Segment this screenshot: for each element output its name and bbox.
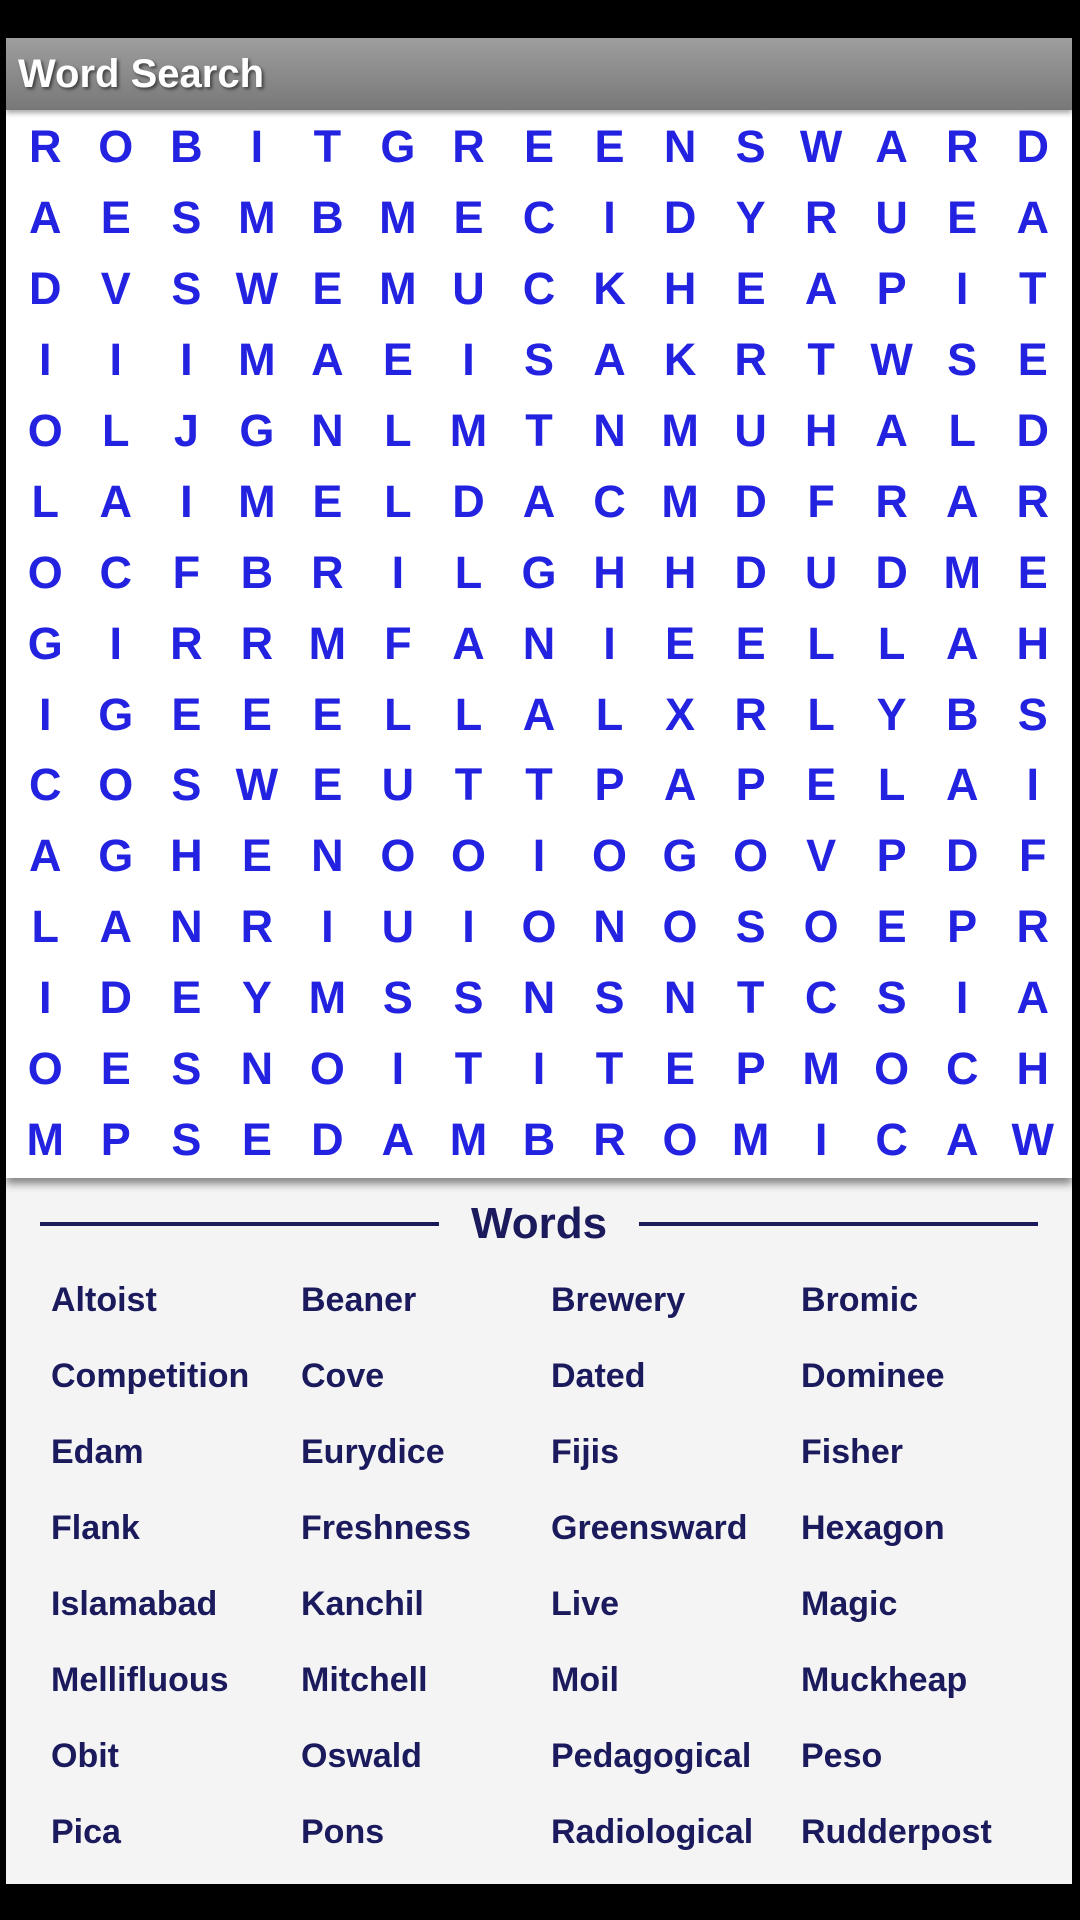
grid-cell[interactable]: S (171, 263, 202, 315)
grid-cell[interactable]: I (532, 830, 546, 882)
grid-cell[interactable]: U (381, 759, 415, 811)
grid-cell[interactable]: F (1018, 830, 1047, 882)
word-item: Brewery (551, 1280, 686, 1319)
grid-cell[interactable]: U (452, 263, 485, 315)
grid-cell[interactable]: O (803, 901, 839, 953)
grid-cell[interactable]: S (171, 1113, 202, 1165)
word-item: Flank (51, 1508, 140, 1547)
word-item: Radiological (551, 1812, 754, 1851)
grid-cell[interactable]: V (100, 263, 131, 315)
grid-cell[interactable]: W (870, 334, 913, 386)
word-item: Pedagogical (551, 1736, 752, 1775)
grid-cell[interactable]: A (452, 617, 485, 669)
grid-cell[interactable]: G (662, 830, 698, 882)
word-item: Live (551, 1584, 620, 1623)
word-item: Rudderpost (801, 1812, 992, 1851)
grid-cell[interactable]: R (311, 546, 344, 598)
grid-cell[interactable]: R (1016, 901, 1049, 953)
grid-cell[interactable]: Y (876, 688, 907, 740)
grid-cell[interactable]: O (98, 759, 134, 811)
grid-cell[interactable]: I (391, 1043, 405, 1095)
grid-cell[interactable]: H (593, 546, 626, 598)
grid-cell[interactable]: E (876, 901, 907, 953)
grid-cell[interactable]: E (665, 1043, 696, 1095)
grid-cell[interactable]: T (313, 121, 342, 173)
grid-cell[interactable]: S (382, 972, 413, 1024)
grid-cell[interactable]: M (238, 192, 276, 244)
grid-cell[interactable]: L (877, 759, 906, 811)
words-header (6, 1192, 1072, 1256)
grid-cell[interactable]: O (309, 1043, 345, 1095)
grid-cell[interactable]: A (381, 1113, 415, 1165)
word-item: Beaner (301, 1280, 417, 1319)
grid-cell[interactable]: I (109, 617, 123, 669)
grid-cell[interactable]: D (1016, 405, 1049, 456)
word-item: Greensward (551, 1508, 748, 1547)
grid-cell[interactable]: I (180, 475, 193, 527)
word-item: Bromic (801, 1280, 919, 1319)
words-title: Words (470, 1199, 608, 1248)
grid-cell[interactable]: V (806, 830, 837, 882)
grid-cell[interactable]: M (802, 1043, 840, 1095)
grid-cell[interactable]: E (735, 263, 766, 315)
grid-cell[interactable]: M (308, 972, 347, 1024)
words-divider-right (639, 1222, 1038, 1226)
grid-cell[interactable]: N (663, 121, 697, 173)
grid-cell[interactable]: A (804, 263, 838, 315)
grid-cell[interactable]: A (522, 475, 556, 527)
grid-cell[interactable]: R (29, 121, 62, 173)
grid-cell[interactable]: T (454, 759, 483, 811)
grid-cell[interactable]: N (593, 901, 626, 953)
grid-cell[interactable]: C (875, 1113, 908, 1165)
grid-cell[interactable]: O (27, 546, 63, 598)
grid-cell[interactable]: O (27, 405, 63, 456)
word-item: Muckheap (801, 1660, 968, 1699)
grid-cell[interactable]: T (595, 1043, 624, 1095)
grid-cell[interactable]: R (945, 121, 979, 173)
grid-cell[interactable]: O (98, 121, 134, 173)
grid-cell[interactable]: O (380, 830, 416, 882)
grid-cell[interactable]: A (311, 334, 344, 386)
grid-cell[interactable]: L (31, 901, 60, 953)
grid-cell[interactable]: O (662, 901, 698, 953)
grid-cell[interactable]: O (662, 1113, 698, 1165)
word-item: Mellifluous (51, 1660, 229, 1699)
grid-cell[interactable]: E (100, 192, 131, 244)
grid-cell[interactable]: L (807, 688, 835, 740)
grid-cell[interactable]: A (1016, 192, 1049, 244)
grid-cell[interactable]: R (240, 617, 274, 669)
grid-cell[interactable]: E (594, 121, 625, 173)
grid-cell[interactable]: P (100, 1113, 131, 1165)
grid-cell[interactable]: F (172, 546, 201, 598)
grid-cell[interactable]: R (1016, 475, 1049, 527)
grid-cell[interactable]: T (736, 972, 765, 1024)
word-item: Hexagon (801, 1508, 945, 1547)
grid-cell[interactable]: A (29, 830, 62, 882)
grid-cell[interactable]: I (462, 334, 475, 386)
letter-grid[interactable] (6, 110, 1072, 1178)
word-item: Peso (801, 1736, 883, 1775)
word-item: Competition (51, 1356, 250, 1395)
grid-cell[interactable]: L (595, 688, 624, 740)
app-title: Word Search (18, 52, 264, 96)
grid-cell[interactable]: C (593, 475, 626, 527)
grid-cell[interactable]: T (807, 334, 835, 386)
grid-cell[interactable]: R (734, 334, 767, 386)
grid-cell[interactable]: B (170, 121, 203, 173)
grid-cell[interactable]: T (525, 759, 553, 811)
grid-cell[interactable]: E (241, 688, 272, 740)
grid-cell[interactable]: A (945, 1113, 979, 1165)
grid-cell[interactable]: D (663, 192, 697, 244)
word-item: Pica (51, 1812, 121, 1851)
grid-cell[interactable]: I (180, 334, 193, 386)
grid-cell[interactable]: S (171, 192, 202, 244)
grid-cell[interactable]: A (99, 901, 133, 953)
grid-cell[interactable]: N (522, 972, 556, 1024)
word-item: Mitchell (301, 1660, 428, 1699)
grid-cell[interactable]: S (947, 334, 978, 386)
app-title-bar (6, 38, 1072, 110)
grid-cell[interactable]: I (532, 1043, 546, 1095)
grid-cell[interactable]: C (522, 263, 556, 315)
grid-cell[interactable]: U (804, 546, 838, 598)
grid-cell[interactable]: D (29, 263, 62, 315)
grid-cell[interactable]: M (731, 1113, 770, 1165)
grid-cell[interactable]: M (449, 1113, 488, 1165)
grid-cell[interactable]: L (807, 617, 835, 669)
grid-cell[interactable]: R (875, 475, 908, 527)
grid-cell[interactable]: B (522, 1113, 556, 1165)
grid-cell[interactable]: A (663, 759, 697, 811)
grid-cell[interactable]: D (311, 1113, 344, 1165)
grid-cell[interactable]: H (663, 546, 697, 598)
grid-cell[interactable]: W (235, 263, 279, 315)
grid-cell[interactable]: I (603, 192, 616, 244)
grid-cell[interactable]: K (663, 334, 697, 386)
grid-cell[interactable]: S (876, 972, 907, 1024)
grid-cell[interactable]: I (109, 334, 123, 386)
grid-cell[interactable]: L (102, 405, 130, 456)
grid-cell[interactable]: P (876, 263, 907, 315)
grid-cell[interactable]: D (734, 475, 767, 527)
grid-cell[interactable]: R (452, 121, 485, 173)
grid-cell[interactable]: E (382, 334, 413, 386)
word-item: Freshness (301, 1508, 472, 1547)
grid-cell[interactable]: O (874, 1043, 910, 1095)
grid-cell[interactable]: C (804, 972, 838, 1024)
grid-cell[interactable]: E (1017, 334, 1048, 386)
grid-cell[interactable]: D (452, 475, 485, 527)
grid-cell[interactable]: B (311, 192, 344, 244)
word-item: Oswald (301, 1736, 422, 1775)
word-item: Dominee (801, 1356, 945, 1395)
grid-cell[interactable]: M (661, 475, 699, 527)
grid-cell[interactable]: M (943, 546, 981, 598)
grid-cell[interactable]: E (241, 1113, 272, 1165)
grid-cell[interactable]: A (1016, 972, 1049, 1024)
grid-cell[interactable]: E (947, 192, 978, 244)
grid-cell[interactable]: I (955, 263, 969, 315)
grid-cell[interactable]: H (1016, 1043, 1049, 1095)
grid-cell[interactable]: A (945, 475, 979, 527)
grid-cell[interactable]: L (384, 405, 412, 456)
grid-cell[interactable]: B (945, 688, 979, 740)
grid-cell[interactable]: P (735, 759, 766, 811)
grid-cell[interactable]: N (311, 830, 344, 882)
grid-cell[interactable]: M (661, 405, 699, 456)
grid-cell[interactable]: R (240, 901, 274, 953)
grid-cell[interactable]: A (945, 759, 979, 811)
grid-cell[interactable]: S (735, 901, 766, 953)
grid-cell[interactable]: C (99, 546, 133, 598)
grid-cell[interactable]: H (1016, 617, 1049, 669)
grid-cell[interactable]: E (1017, 546, 1048, 598)
grid-cell[interactable]: R (170, 617, 203, 669)
grid-cell[interactable]: G (98, 830, 134, 882)
grid-cell[interactable]: A (593, 334, 626, 386)
grid-cell[interactable]: G (380, 121, 416, 173)
grid-cell[interactable]: G (521, 546, 557, 598)
grid-cell[interactable]: T (525, 405, 553, 456)
grid-cell[interactable]: I (1026, 759, 1039, 811)
word-item: Pons (301, 1812, 385, 1851)
grid-cell[interactable]: A (29, 192, 62, 244)
word-item: Obit (51, 1736, 119, 1775)
grid-cell[interactable]: L (454, 546, 483, 598)
grid-cell[interactable]: H (170, 830, 203, 882)
grid-cell[interactable]: W (799, 121, 843, 173)
grid-cell[interactable]: E (453, 192, 484, 244)
grid-cell[interactable]: L (384, 475, 412, 527)
grid-cell[interactable]: M (379, 263, 417, 315)
words-section (6, 1178, 1072, 1884)
grid-cell[interactable]: E (523, 121, 554, 173)
grid-cell[interactable]: M (238, 334, 276, 386)
word-item: Magic (801, 1584, 898, 1623)
grid-cell[interactable]: S (594, 972, 625, 1024)
grid-cell[interactable]: N (522, 617, 556, 669)
word-item: Kanchil (301, 1584, 424, 1623)
grid-cell[interactable]: E (735, 617, 766, 669)
grid-cell[interactable]: N (240, 1043, 274, 1095)
grid-cell[interactable]: L (384, 688, 412, 740)
grid-cell[interactable]: D (99, 972, 133, 1024)
grid-cell[interactable]: M (238, 475, 276, 527)
grid-cell[interactable]: A (99, 475, 133, 527)
grid-cell[interactable]: D (734, 546, 767, 598)
grid-cell[interactable]: J (173, 405, 199, 456)
grid-cell[interactable]: P (735, 1043, 766, 1095)
grid-cell[interactable]: O (521, 901, 557, 953)
grid-cell[interactable]: S (453, 972, 484, 1024)
grid-cell[interactable]: E (241, 830, 272, 882)
grid-cell[interactable]: Y (735, 192, 766, 244)
grid-cell[interactable]: M (379, 192, 417, 244)
grid-cell[interactable]: N (663, 972, 697, 1024)
grid-cell[interactable]: C (522, 192, 556, 244)
grid-cell[interactable]: B (240, 546, 274, 598)
words-list (6, 1262, 1072, 1870)
grid-cell[interactable]: T (1018, 263, 1047, 315)
grid-cell[interactable]: C (29, 759, 62, 811)
grid-cell[interactable]: E (806, 759, 837, 811)
grid-cell[interactable]: S (1017, 688, 1048, 740)
grid-cell[interactable]: E (665, 617, 696, 669)
app-content (6, 38, 1072, 1884)
grid-cell[interactable]: A (875, 405, 908, 456)
grid-cell[interactable]: S (735, 121, 766, 173)
grid-cell[interactable]: A (945, 617, 979, 669)
grid-cell[interactable]: A (522, 688, 556, 740)
grid-cell[interactable]: N (311, 405, 344, 456)
grid-cell[interactable]: I (391, 546, 405, 598)
grid-cell[interactable]: N (170, 901, 203, 953)
grid-cell[interactable]: O (733, 830, 769, 882)
grid-cell[interactable]: Y (241, 972, 272, 1024)
grid-cell[interactable]: D (1016, 121, 1049, 173)
grid-cell[interactable]: T (454, 1043, 483, 1095)
grid-cell[interactable]: F (384, 617, 412, 669)
grid-cell[interactable]: R (804, 192, 838, 244)
grid-cell[interactable]: D (945, 830, 979, 882)
word-item: Cove (301, 1356, 385, 1395)
grid-cell[interactable]: U (381, 901, 415, 953)
grid-cell[interactable]: C (945, 1043, 979, 1095)
grid-cell[interactable]: E (312, 475, 343, 527)
grid-cell[interactable]: S (171, 1043, 202, 1095)
grid-cell[interactable]: H (804, 405, 838, 456)
word-item: Dated (551, 1356, 646, 1395)
grid-cell[interactable]: E (100, 1043, 131, 1095)
grid-cell[interactable]: I (39, 972, 52, 1024)
grid-cell[interactable]: M (26, 1113, 65, 1165)
grid-cell[interactable]: O (27, 1043, 63, 1095)
grid-cell[interactable]: L (948, 405, 976, 456)
grid-cell[interactable]: W (1011, 1113, 1054, 1165)
grid-cell[interactable]: P (594, 759, 625, 811)
grid-cell[interactable]: I (814, 1113, 828, 1165)
grid-cell[interactable]: U (875, 192, 908, 244)
grid-cell[interactable]: X (665, 688, 696, 740)
word-item: Islamabad (51, 1584, 218, 1623)
grid-cell[interactable]: I (39, 334, 52, 386)
grid-cell[interactable]: N (593, 405, 626, 456)
grid-cell[interactable]: G (98, 688, 134, 740)
word-item: Fisher (801, 1432, 904, 1471)
grid-cell[interactable]: A (875, 121, 908, 173)
grid-cell[interactable]: I (955, 972, 969, 1024)
word-item: Fijis (551, 1432, 620, 1471)
grid-cell[interactable]: E (171, 972, 202, 1024)
grid-cell[interactable]: R (734, 688, 767, 740)
grid-cell[interactable]: E (312, 688, 343, 740)
grid-cell[interactable]: U (734, 405, 767, 456)
grid-cell[interactable]: W (235, 759, 279, 811)
grid-cell[interactable]: I (462, 901, 475, 953)
grid-cell[interactable]: D (875, 546, 908, 598)
grid-cell[interactable]: E (312, 759, 343, 811)
grid-cell[interactable]: M (449, 405, 488, 456)
word-item: Moil (551, 1660, 619, 1699)
grid-cell[interactable]: M (308, 617, 347, 669)
word-item: Eurydice (301, 1432, 445, 1471)
grid-cell[interactable]: F (807, 475, 835, 527)
grid-cell[interactable]: E (171, 688, 202, 740)
grid-cell[interactable]: G (239, 405, 275, 456)
grid-cell[interactable]: I (603, 617, 616, 669)
grid-cell[interactable]: R (593, 1113, 626, 1165)
grid-cell[interactable]: P (947, 901, 978, 953)
grid-cell[interactable]: S (523, 334, 554, 386)
grid-cell[interactable]: I (321, 901, 334, 953)
word-item: Altoist (51, 1280, 157, 1319)
grid-cell[interactable]: E (312, 263, 343, 315)
grid-cell[interactable]: P (876, 830, 907, 882)
grid-cell[interactable]: G (27, 617, 63, 669)
grid-cell[interactable]: H (663, 263, 697, 315)
grid-cell[interactable]: I (39, 688, 52, 740)
grid-cell[interactable]: S (171, 759, 202, 811)
grid-cell[interactable]: L (31, 475, 60, 527)
grid-cell[interactable]: O (450, 830, 486, 882)
grid-cell[interactable]: K (593, 263, 626, 315)
words-divider-left (40, 1222, 439, 1226)
grid-cell[interactable]: O (592, 830, 628, 882)
grid-cell[interactable]: I (250, 121, 264, 173)
word-item: Edam (51, 1432, 144, 1471)
grid-cell[interactable]: L (877, 617, 906, 669)
grid-cell[interactable]: L (454, 688, 483, 740)
